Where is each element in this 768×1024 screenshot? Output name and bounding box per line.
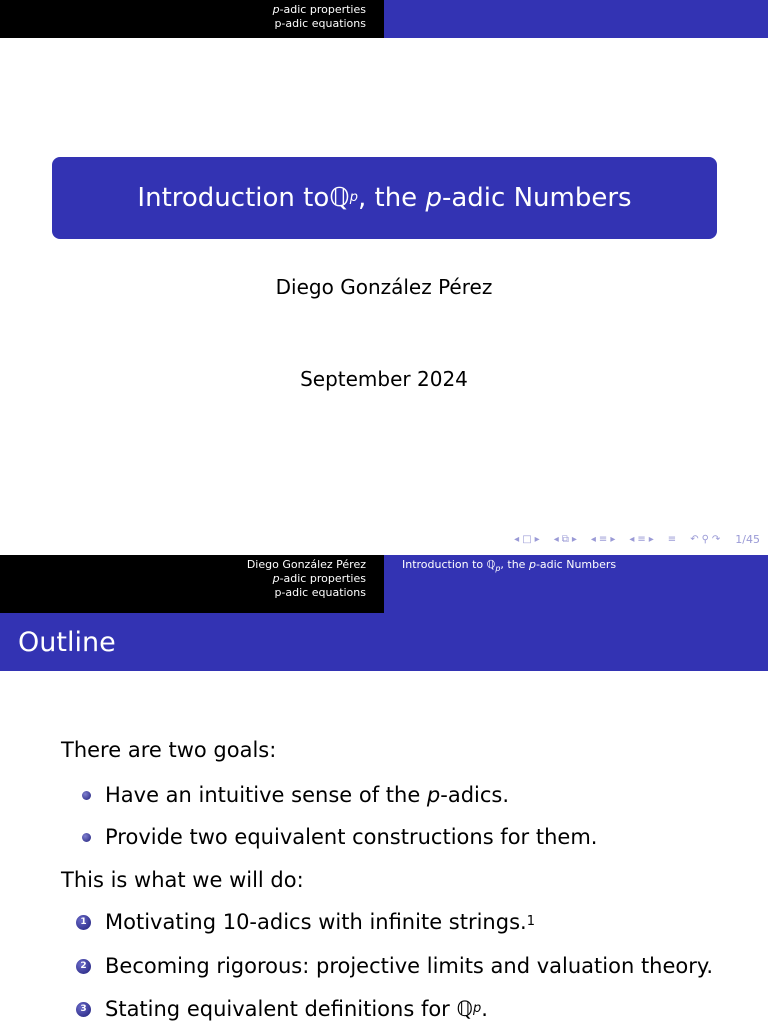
list-item: 1 Motivating 10-adics with infinite strings. 1 (76, 910, 535, 934)
nav-align-icon[interactable]: ≡ (667, 534, 677, 545)
list-item: 3 Stating equivalent definitions for ℚ p . (76, 997, 488, 1021)
header-section-padic-properties[interactable]: p-adic properties (272, 3, 366, 16)
nav-frame-icon[interactable]: □ (522, 534, 532, 545)
header-section-nav (0, 0, 384, 38)
goals-intro: There are two goals: (61, 738, 277, 762)
nav-forward-icon[interactable]: ↷ (711, 534, 721, 545)
beamer-navigation-bar (514, 533, 760, 546)
nav-section-icon[interactable]: ≡ (598, 534, 608, 545)
bullet-icon (82, 791, 91, 800)
nav-subsection-icon[interactable]: ⧉ (561, 534, 569, 545)
nav-section-next-icon[interactable]: ▸ (610, 534, 616, 545)
list-item: 2 Becoming rigorous: projective limits and valuation theory. (76, 954, 713, 978)
nav-prev-icon[interactable]: ◂ (514, 534, 520, 545)
bullet-icon (82, 833, 91, 842)
header-section-padic-properties[interactable]: p-adic properties (272, 572, 366, 585)
header-section-padic-equations[interactable]: p-adic equations (274, 17, 366, 30)
header-author: Diego González Pérez (246, 558, 366, 571)
nav-subsection-prev-icon[interactable]: ◂ (553, 534, 559, 545)
page-number: 1/45 (735, 533, 760, 546)
nav-part-icon[interactable]: ≡ (637, 534, 646, 545)
enum-number-icon: 2 (76, 959, 91, 974)
nav-next-icon[interactable]: ▸ (534, 534, 540, 545)
nav-section-prev-icon[interactable]: ◂ (590, 534, 596, 545)
enum-number-icon: 1 (76, 915, 91, 930)
frame-title: Outline (0, 613, 768, 671)
nav-subsection-next-icon[interactable]: ▸ (571, 534, 577, 545)
title-block: Introduction to ℚ p , the p -adic Numbers (52, 157, 717, 239)
author: Diego González Pérez (275, 275, 493, 299)
nav-search-icon[interactable]: ⚲ (701, 534, 709, 545)
header-short-title: Introduction to ℚ$_p$, the p-adic Numbers (384, 555, 768, 613)
nav-part-next-icon[interactable]: ▸ (648, 534, 654, 545)
list-item: Provide two equivalent constructions for them. (82, 825, 597, 849)
enum-number-icon: 3 (76, 1002, 91, 1017)
header-right-bar (384, 0, 768, 38)
list-item: Have an intuitive sense of the p -adics. (82, 783, 509, 807)
nav-part-prev-icon[interactable]: ◂ (629, 534, 635, 545)
outline-slide (0, 555, 768, 1024)
plan-intro: This is what we will do: (61, 868, 304, 892)
date: September 2024 (300, 367, 468, 391)
header-section-nav (0, 555, 384, 613)
nav-back-icon[interactable]: ↶ (690, 534, 699, 545)
header-section-padic-equations[interactable]: p-adic equations (274, 586, 366, 599)
